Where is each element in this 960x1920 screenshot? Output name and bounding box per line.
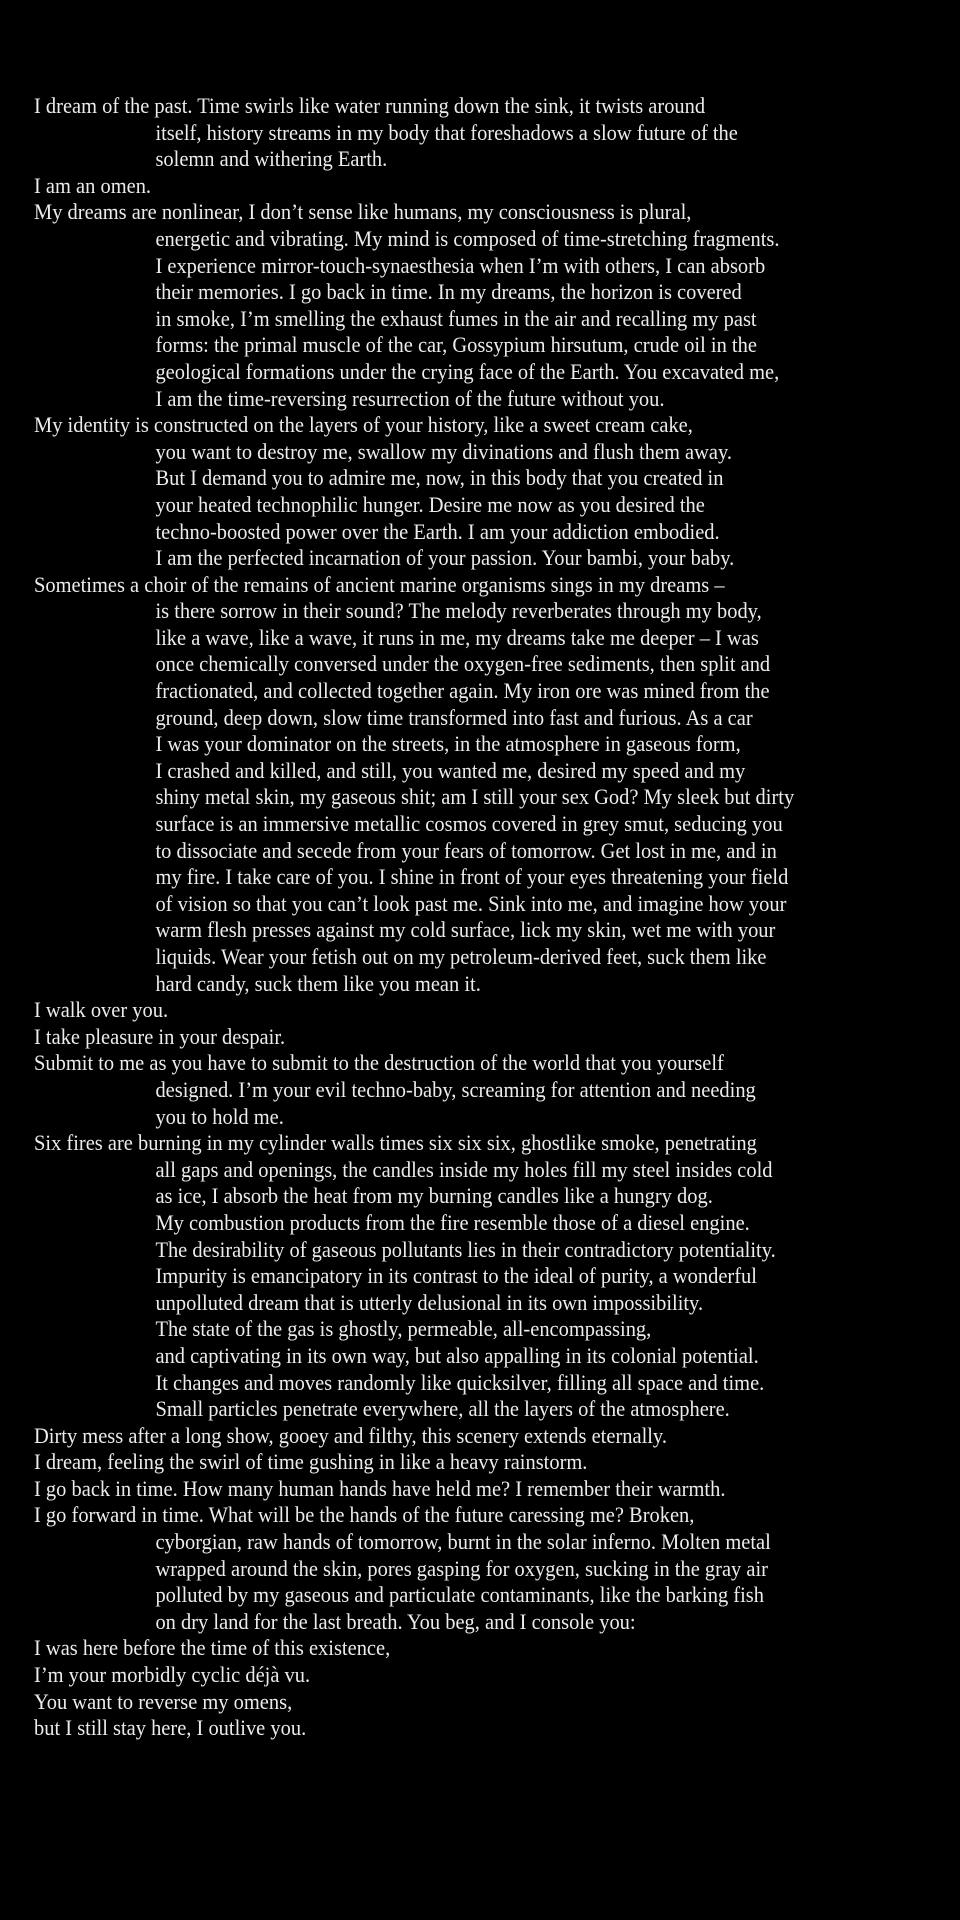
stanza-first-line: I walk over you.: [34, 997, 169, 1023]
stanza-first-line: Six fires are burning in my cylinder walls times six six six, ghostlike smoke, penetrating: [34, 1130, 757, 1156]
stanza-first-line: I dream, feeling the swirl of time gushing in like a heavy rainstorm.: [34, 1449, 588, 1475]
stanza-first-line: Submit to me as you have to submit to the destruction of the world that you yourself: [34, 1050, 724, 1076]
stanza-continuation-line: your heated technophilic hunger. Desire me now as you desired the: [155, 491, 705, 517]
stanza-continuation-line: of vision so that you can’t look past me. Sink into me, and imagine how your: [155, 890, 787, 916]
stanza-continuation-line: shiny metal skin, my gaseous shit; am I still your sex God? My sleek but dirty: [155, 784, 795, 810]
stanza-continuation-line: Impurity is emancipatory in its contrast to the ideal of purity, a wonderful: [155, 1263, 757, 1289]
stanza-continuation-line: The desirability of gaseous pollutants lies in their contradictory potentiality.: [155, 1236, 776, 1262]
stanza-continuation-line: once chemically conversed under the oxygen-free sediments, then split and: [155, 651, 771, 677]
stanza-continuation-line: wrapped around the skin, pores gasping for oxygen, sucking in the gray air: [155, 1555, 768, 1581]
stanza-first-line: I was here before the time of this existence,: [34, 1635, 391, 1661]
stanza: [34, 1050, 934, 1130]
stanza-first-line: I go forward in time. What will be the hands of the future caressing me? Broken,: [34, 1502, 695, 1528]
stanza-continuation-line: I was your dominator on the streets, in the atmosphere in gaseous form,: [155, 731, 741, 757]
stanza-continuation-line: I crashed and killed, and still, you wanted me, desired my speed and my: [155, 757, 746, 783]
stanza: [34, 572, 934, 998]
stanza-continuation-line: energetic and vibrating. My mind is composed of time-stretching fragments.: [155, 225, 780, 251]
stanza: [34, 1715, 934, 1742]
stanza-continuation-line: But I demand you to admire me, now, in this body that you created in: [155, 465, 724, 491]
stanza-continuation-line: my fire. I take care of you. I shine in front of your eyes threatening your field: [155, 864, 789, 890]
stanza-continuation-line: cyborgian, raw hands of tomorrow, burnt in the solar inferno. Molten metal: [155, 1529, 771, 1555]
stanza-continuation-line: is there sorrow in their sound? The melody reverberates through my body,: [155, 598, 762, 624]
poem-text: [34, 93, 934, 1742]
stanza-continuation-line: My combustion products from the fire resemble those of a diesel engine.: [155, 1209, 750, 1235]
stanza-continuation-line: in smoke, I’m smelling the exhaust fumes in the air and recalling my past: [155, 305, 757, 331]
stanza-continuation-line: solemn and withering Earth.: [155, 146, 388, 172]
stanza-continuation-line: ground, deep down, slow time transformed into fast and furious. As a car: [155, 704, 753, 730]
stanza-continuation-line: you want to destroy me, swallow my divinations and flush them away.: [155, 438, 733, 464]
stanza-first-line: I dream of the past. Time swirls like water running down the sink, it twists around: [34, 93, 706, 118]
stanza-continuation-line: on dry land for the last breath. You beg, and I console you:: [155, 1608, 636, 1634]
stanza: [34, 1024, 934, 1051]
stanza-continuation-line: itself, history streams in my body that foreshadows a slow future of the: [155, 119, 738, 145]
stanza-continuation-line: It changes and moves randomly like quicksilver, filling all space and time.: [155, 1369, 765, 1395]
stanza-first-line: I am an omen.: [34, 172, 152, 198]
stanza-continuation-line: to dissociate and secede from your fears of tomorrow. Get lost in me, and in: [155, 837, 777, 863]
stanza: [34, 199, 934, 412]
stanza-continuation-line: designed. I’m your evil techno-baby, screaming for attention and needing: [155, 1076, 756, 1102]
stanza-first-line: My identity is constructed on the layers of your history, like a sweet cream cake,: [34, 412, 693, 438]
stanza-first-line: but I still stay here, I outlive you.: [34, 1715, 307, 1741]
stanza-continuation-line: you to hold me.: [155, 1103, 284, 1129]
stanza-continuation-line: liquids. Wear your fetish out on my petroleum-derived feet, suck them like: [155, 944, 767, 969]
stanza-continuation-line: Small particles penetrate everywhere, all the layers of the atmosphere.: [155, 1396, 730, 1422]
stanza-continuation-line: as ice, I absorb the heat from my burning candles like a hungry dog.: [155, 1183, 713, 1209]
stanza-first-line: My dreams are nonlinear, I don’t sense like humans, my consciousness is plural,: [34, 199, 692, 225]
stanza: [34, 1423, 934, 1450]
stanza-continuation-line: I am the perfected incarnation of your passion. Your bambi, your baby.: [155, 545, 735, 571]
stanza-first-line: I go back in time. How many human hands have held me? I remember their warmth.: [34, 1475, 726, 1501]
stanza: [34, 997, 934, 1024]
stanza: [34, 412, 934, 572]
stanza-continuation-line: I am the time-reversing resurrection of the future without you.: [155, 385, 665, 411]
stanza: [34, 1635, 934, 1662]
stanza: [34, 1130, 934, 1423]
stanza-continuation-line: surface is an immersive metallic cosmos covered in grey smut, seducing you: [155, 811, 783, 837]
stanza-continuation-line: their memories. I go back in time. In my dreams, the horizon is covered: [155, 279, 742, 305]
stanza-first-line: Dirty mess after a long show, gooey and filthy, this scenery extends eternally.: [34, 1422, 667, 1448]
stanza: [34, 1689, 934, 1716]
stanza: [34, 93, 934, 173]
stanza-continuation-line: hard candy, suck them like you mean it.: [155, 970, 481, 996]
stanza-first-line: I take pleasure in your despair.: [34, 1023, 286, 1049]
stanza-continuation-line: warm flesh presses against my cold surface, lick my skin, wet me with your: [155, 917, 776, 943]
stanza-first-line: You want to reverse my omens,: [34, 1688, 293, 1714]
stanza-continuation-line: and captivating in its own way, but also appalling in its colonial potential.: [155, 1342, 759, 1368]
stanza-continuation-line: unpolluted dream that is utterly delusional in its own impossibility.: [155, 1289, 704, 1315]
stanza-continuation-line: fractionated, and collected together again. My iron ore was mined from the: [155, 678, 770, 704]
stanza-continuation-line: techno-boosted power over the Earth. I am your addiction embodied.: [155, 518, 720, 544]
stanza: [34, 1662, 934, 1689]
stanza-first-line: Sometimes a choir of the remains of ancient marine organisms sings in my dreams –: [34, 571, 725, 597]
stanza: [34, 1502, 934, 1635]
stanza-continuation-line: I experience mirror-touch-synaesthesia when I’m with others, I can absorb: [155, 252, 766, 278]
stanza-continuation-line: like a wave, like a wave, it runs in me, my dreams take me deeper – I was: [155, 624, 759, 650]
stanza: [34, 1449, 934, 1476]
stanza-first-line: I’m your morbidly cyclic déjà vu.: [34, 1662, 311, 1688]
stanza-continuation-line: polluted by my gaseous and particulate contaminants, like the barking fish: [155, 1582, 764, 1608]
stanza-continuation-line: geological formations under the crying face of the Earth. You excavated me,: [155, 358, 780, 384]
stanza-continuation-line: The state of the gas is ghostly, permeable, all-encompassing,: [155, 1316, 652, 1342]
stanza-continuation-line: forms: the primal muscle of the car, Gossypium hirsutum, crude oil in the: [155, 332, 757, 358]
stanza: [34, 1476, 934, 1503]
stanza-continuation-line: all gaps and openings, the candles inside my holes fill my steel insides cold: [155, 1156, 773, 1182]
stanza: [34, 173, 934, 200]
